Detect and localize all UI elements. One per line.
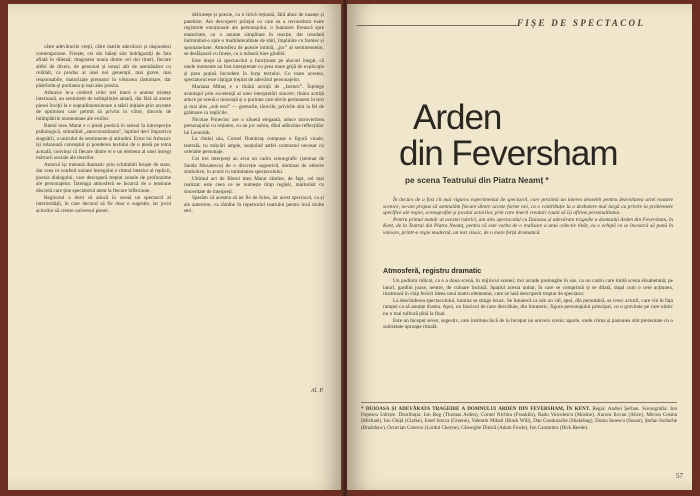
left-col2-paragraph: Sperăm că acestea să ne fie de folos, iar acest spectacol, ca și ale anteriore, va rămîne în repertoriul teatrului pentru încă multe seri.: [184, 195, 324, 215]
section-heading: Atmosferă, registru dramatic: [383, 266, 482, 275]
cast-label: * DUIOASA ȘI ADEVĂRATA TRAGEDIE A DOMNULUI ARDEN DIN FEVERSHAM, ÎN KENT.: [361, 406, 590, 412]
left-page: [8, 4, 343, 490]
left-col1-paragraph: Bietul meu Marat e o piesă poetică în sensul la introspecție psihologică, stimulînd „autoconsultarea”, luptînd deci împotriva stagnării, a unicului de sentimente și atitudini. Ernst lui Arbuzov își relaxează conceptul și ponderea textului de o piesă pe tema actuală, convinși că fiecare dintre ei e un element al unei întregi mărturii sociale ale tinerilor.: [36, 122, 171, 162]
footnote-rule: [361, 402, 677, 403]
intro-text: [383, 197, 673, 237]
header-rule: [357, 25, 517, 26]
running-header: FIȘE DE SPECTACOL: [517, 18, 646, 28]
article-signature: Al. P.: [311, 388, 324, 394]
left-col2-paragraph: Nicolae Poneciuc are o siluetă elegantă, aduce introvertirea personajului cu reținere, cu un joc sobru, dînd adîncime reflecțiilor lui Leonidik.: [184, 116, 324, 136]
section-paragraph: Un podium ridicat, ca o a doua scenă, în mijlocul scenei; trei arcade prelungite în sus, ca un cadru care imită scena elisabetană; pe laturi, gardini joase, neutre, de culoare închisă. Spațiul acesta unitar, în care se comprimă și se dilată, după cum o cere acțiunea, ilustrează în chip fericit ideea unui teatru elementar, care se lasă descoperit treptat de spectator.: [383, 278, 673, 298]
left-col2-paragraph: La rîndul său, Cornel Dumitraș compune o figură vioaie, teatrală, cu mișcări ample, susținînd astfel contrastul necesar cu celelalte personaje.: [184, 136, 324, 156]
article-title-line-2: din Feversham: [399, 134, 618, 173]
page-number: 57: [676, 472, 683, 480]
section-paragraph: Este un început sever, sugestiv, care instituie încă de la început un univers scenic aparte, unde crima și pasiunea sînt prezentate cu o sobrietate aproape rituală.: [383, 317, 673, 331]
left-col2-paragraph: delicatețe și poezie, cu o lirică reținută, fără abuz de nuanțe și patetism. Am descoperit prilejul cu care ea a reconstituit toate registrele emoționale ale personajului, o înaintare firească spre maturitate, cu o anume simplitate în reacție, dar totodată îndrumînd-o spre o multilateralitate de stări, împlinite cu farmec și spontaneitate. Atmosfera de poezie intimă, „joc” al sentimentelor, se desfășoară cu finețe, cu o măsură bine gîndită.: [184, 12, 324, 58]
left-col2-paragraph: Mariana Mihuț e o tînără actriță de „farmec”. Înțelege avantajul prin excelență al unei interpretări sincere; tînăra actriță aduce pe scenă o inocență și o puritate care devin permanent în text și mai ales „sub text” — gesturile, tăcerile, privirile sînt la fel de grăitoare ca replicile.: [184, 84, 324, 117]
cast-text: Regia: Andrei Șerban. Scenografia: Ion Popescu Udriște. Distribuția: Ion Bog (Thomas Arden), Cornel Nichita (Franklin), Radu Voiculescu (Mosbie), Aurora Ilovan (Alice), Mircea Cosma (Michael), Ion Ghiță (Clarke), Ionel Stoica (Greene), Valentin Mihali (Black Will), Dan Condurache (Shakebag), Doina Ionescu (Susan), Ștefan Iordache (Bradshaw), Octavian Cotescu (Lordul Cheyne), Gheorghe Dinică (Adam Fowle), Ion Caramitru (Dick Reede).: [361, 406, 677, 431]
article-title-line-1: Arden: [413, 98, 502, 137]
article-subtitle: pe scena Teatrului din Piatra Neamț *: [405, 176, 549, 185]
left-column-2: [184, 12, 324, 384]
left-col2-paragraph: Cei trei interpreți au avut un cadru scenografic (semnat de Sanda Musatescu) de o discreție sugestivă, dominat de obiecte simbolice, în acord cu intimitatea spectacolului.: [184, 156, 324, 176]
cast-footnote: [361, 406, 677, 431]
left-column-1: [36, 44, 171, 454]
intro-paragraph: Pentru primul număr al acestei rubrici, am ales spectacolul cu Duioasa și adevărata tragedie a domnului Arden din Feversham, în Kent, de la Teatrul din Piatra Neamț, pentru că este vorba de o realizare a unui colectiv tînăr, cu o echipă ce se încearcă să pună în valoare, printr-o regie modernă, un text clasic, de o mare forță dramatică.: [383, 216, 673, 236]
left-col2-paragraph: Este drept că spectacolul a funcționat pe alocuri inegal, că unele momente au fost interpretate cu prea mare grijă de explicație și prea puțină încredere în forța textului. Cu toate acestea, spectatorul este cîștigat treptat de adevărul personajelor.: [184, 57, 324, 84]
right-page: [347, 4, 692, 490]
left-col2-paragraph: Ultimul act de Bietul meu Marat rămîne, de fapt, cel mai realizat: este ceea ce se numește timp regăsit, mărturisit cu sinceritate de interpreți.: [184, 175, 324, 195]
section-paragraph: La deschiderea spectacolului, lumina se stinge brusc. Se întunecă ca sub un văl, apoi, din penumbră, se ivesc actorii, care vin în fața rampei ca să anunțe drama. Apoi, un fascicul de raze dezvăluie, din întuneric, figura personajului principal, cu o gravitate pe care nimic nu o mai tulbură pînă la final.: [383, 297, 673, 317]
section-body: [383, 278, 673, 331]
intro-paragraph: În decurs de a fost cît mai viguros experimentul de spectacol, care prezintă un interes deosebit pentru dezvoltarea artei noastre scenice, ne-am propus să semnalăm fiecare dintre aceste forme noi, ca o contribuție la o dezbatere mai largă cu privire la problemele specifice ale regiei, scenografiei și jocului actorilor, prin care tinerii creatori caută să își afirme personalitatea.: [383, 197, 673, 217]
left-col1-paragraph: Autorul își tratează dramatic prin schimbări bruște de stare, dar ceea ce conferă unitate întregului e ritmul interior al replicii, poezia dialogului, care descoperă treptat zonele de profunzime ale personajelor. Întreaga atmosferă se încarcă de o tensiune discretă care ține spectatorul atent la fiecare inflexiune.: [36, 161, 171, 195]
left-col1-paragraph: Regizorul a dorit să aducă în scenă un spectacol al interiorității, în care decorul să fie doar o sugestie, iar jocul actorilor să creeze universul piesei.: [36, 194, 171, 214]
left-col1-paragraph: Arbuzov le-a conferit celor trei tineri o anume tristețe interioară, un sentiment de neîmplinire amară, dar fără să axeze piesei înviții la o supradimensionare a stării inițiale prin accente de optimism care permit să privim în viitor, dincolo de întîmplările momentane ale eroilor.: [36, 89, 171, 123]
left-col1-paragraph: către adevărurile vieții, către marile adevăruri și răspunderi contemporane. Firește, cei doi băieți sînt îndrăgostiți de fata aflată în dilemă; dragostea unuia dintre cei doi tineri, fiecare altfel de divers, de personal și totuși atît de asemănător cu celălalt, ca produs al unei noi generații, mai grave, mai responsabile, maturizate prematur în viitoarea răsturnare, dar păstrîndu-și puritatea și mai ales poezia.: [36, 44, 171, 90]
